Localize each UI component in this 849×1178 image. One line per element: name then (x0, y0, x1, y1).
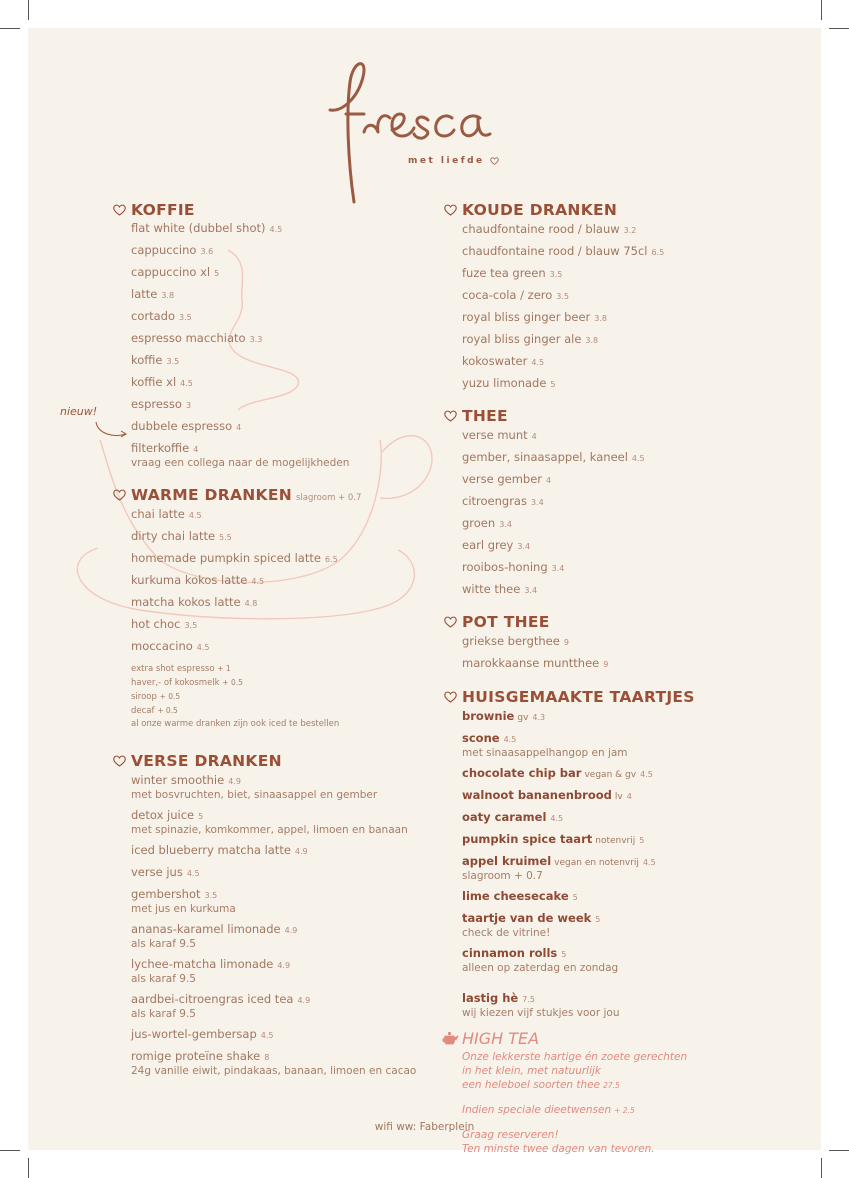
logo-tagline (408, 156, 499, 166)
item-price: 3.5 (184, 621, 198, 630)
menu-item (462, 731, 802, 760)
item-name: earl grey (462, 538, 514, 552)
menu-item (462, 266, 802, 282)
item-name: matcha kokos latte (131, 595, 241, 609)
item-description: met bosvruchten, biet, sinaasappel en gember (131, 789, 378, 801)
item-price: 4.5 (180, 379, 193, 388)
item-name: witte thee (462, 582, 521, 596)
teapot-icon (441, 1032, 459, 1046)
item-price: 4.5 (196, 643, 210, 652)
item-price: 3.5 (556, 292, 570, 301)
item-list (462, 709, 802, 1020)
item-price: 4.5 (503, 735, 517, 744)
item-name: lastig hè (462, 991, 519, 1005)
item-name: latte (131, 287, 158, 301)
item-price: 3.4 (499, 520, 512, 529)
item-price: 4.5 (269, 225, 283, 234)
item-price: 3.5 (178, 313, 192, 322)
item-price: 4 (626, 792, 632, 801)
item-name: chaudfontaine rood / blauw (462, 222, 620, 236)
notes-list (131, 662, 431, 731)
menu-item (131, 331, 431, 347)
menu-item (131, 922, 431, 951)
item-list (131, 773, 431, 1078)
item-description: slagroom + 0.7 (462, 870, 543, 882)
menu-item (462, 288, 802, 304)
high-tea-diet (462, 1103, 802, 1118)
menu-item (131, 221, 431, 237)
item-list (131, 221, 431, 470)
item-description: met sinaasappelhangop en jam (462, 747, 628, 759)
menu-item (131, 265, 431, 281)
item-price: 9 (603, 660, 609, 669)
menu-item (131, 773, 431, 802)
wifi-password: wifi ww: Faberplein (374, 1121, 475, 1133)
nieuw-label: nieuw! (60, 405, 98, 418)
item-price: 3.3 (249, 335, 263, 344)
note-item (131, 704, 431, 718)
item-name: flat white (dubbel shot) (131, 221, 266, 235)
item-price: 7.5 (522, 995, 535, 1004)
menu-item (131, 441, 431, 470)
item-price: 3.4 (517, 542, 531, 551)
item-price: 3.8 (161, 291, 175, 300)
heart-icon (444, 691, 457, 703)
item-description: vraag een collega naar de mogelijkheden (131, 457, 350, 469)
item-price: 3.4 (530, 498, 544, 507)
item-name: citroengras (462, 494, 527, 508)
item-price: 3.5 (204, 891, 218, 900)
high-tea-line (462, 1050, 802, 1064)
high-tea-reserve-note: Ten minste twee dagen van tevoren. (462, 1143, 655, 1155)
note-item (131, 690, 431, 704)
menu-item (462, 788, 802, 804)
item-name: scone (462, 731, 500, 745)
item-name: detox juice (131, 808, 195, 822)
section-title (131, 749, 431, 773)
item-name: rooibos-honing (462, 560, 548, 574)
section-title (462, 610, 802, 634)
item-name: verse munt (462, 428, 528, 442)
menu-item (462, 310, 802, 326)
note-text: extra shot espresso (131, 664, 215, 674)
high-tea-description (462, 1050, 802, 1093)
item-price: 9 (563, 638, 569, 647)
menu-item (131, 529, 431, 545)
item-price: 6.5 (651, 248, 665, 257)
section-title (462, 198, 802, 222)
item-price: 5 (214, 269, 220, 278)
high-tea-diet-price: + 2.5 (614, 1106, 635, 1115)
menu-item (462, 472, 802, 488)
item-price: 3.5 (166, 357, 180, 366)
item-name: dirty chai latte (131, 529, 216, 543)
menu-item (462, 810, 802, 826)
item-name: aardbei-citroengras iced tea (131, 992, 294, 1006)
item-price: 4.5 (186, 869, 200, 878)
item-price: 5 (561, 950, 567, 959)
fresca-logo (318, 52, 533, 212)
item-list (462, 634, 802, 672)
item-description: als karaf 9.5 (131, 1008, 196, 1020)
item-price: 4 (236, 423, 242, 432)
high-tea-reserve: Graag reserveren! (462, 1129, 559, 1141)
item-price: 4.9 (294, 847, 308, 856)
item-name: gembershot (131, 887, 201, 901)
item-name: espresso macchiato (131, 331, 246, 345)
high-tea-line (462, 1064, 802, 1078)
heart-icon (444, 616, 457, 628)
section-title (462, 1028, 802, 1050)
note-price: + 1 (217, 664, 231, 673)
item-name: koffie (131, 353, 163, 367)
section-title (462, 685, 802, 709)
high-tea-line (462, 1078, 802, 1093)
item-name: verse jus (131, 865, 183, 879)
menu-item (131, 573, 431, 589)
logo-tagline-text: met liefde (408, 156, 485, 166)
menu-item (462, 494, 802, 510)
item-tag: vegan & gv (584, 770, 637, 780)
item-description: wij kiezen vijf stukjes voor jou (462, 1007, 620, 1019)
item-name: kokoswater (462, 354, 528, 368)
section-title (131, 198, 431, 222)
item-name: iced blueberry matcha latte (131, 843, 291, 857)
menu-item (462, 332, 802, 348)
item-price: 5 (595, 915, 601, 924)
section-warme-dranken (131, 483, 431, 731)
high-tea-line-text: in het klein, met natuurlijk (462, 1065, 601, 1077)
curved-arrow-icon (94, 420, 130, 440)
section-title-text: HIGH TEA (462, 1029, 540, 1048)
item-name: yuzu limonade (462, 376, 547, 390)
item-price: 4.9 (284, 926, 298, 935)
item-price: 4.5 (188, 511, 202, 520)
item-description: met spinazie, komkommer, appel, limoen en banaan (131, 824, 408, 836)
item-tag: gv (517, 713, 529, 723)
item-name: jus-wortel-gembersap (131, 1027, 257, 1041)
item-name: cappuccino (131, 243, 197, 257)
item-description: alleen op zaterdag en zondag (462, 962, 619, 974)
item-name: homemade pumpkin spiced latte (131, 551, 321, 565)
item-tag: vegan en notenvrij (554, 858, 639, 868)
item-name: brownie (462, 709, 515, 723)
menu-item (462, 222, 802, 238)
item-price: 3.5 (549, 270, 563, 279)
item-price: 3.8 (594, 314, 607, 323)
menu-item (462, 538, 802, 554)
heart-icon (113, 204, 126, 216)
menu-item (131, 375, 431, 391)
menu-item (462, 428, 802, 444)
item-name: romige proteïne shake (131, 1049, 261, 1063)
menu-item (462, 634, 802, 650)
item-list (131, 507, 431, 655)
high-tea-line-text: Onze lekkerste hartige én zoete gerechten (462, 1051, 688, 1063)
item-price: 3.8 (585, 336, 599, 345)
item-name: lychee-matcha limonade (131, 957, 274, 971)
section-title-suffix: slagroom + 0.7 (295, 493, 362, 503)
section-high-tea (462, 1028, 802, 1156)
item-price: 6.5 (324, 555, 338, 564)
item-name: chai latte (131, 507, 185, 521)
item-price: 4 (531, 432, 537, 441)
item-name: taartje van de week (462, 911, 592, 925)
item-price: 4.5 (631, 454, 645, 463)
menu-item (462, 582, 802, 598)
menu-item (462, 766, 802, 782)
menu-item (462, 354, 802, 370)
item-tag: notenvrij (595, 836, 636, 846)
heart-icon (444, 204, 457, 216)
item-name: lime cheesecake (462, 889, 569, 903)
item-name: groen (462, 516, 496, 530)
section-title-text: POT THEE (462, 613, 550, 631)
menu-item (462, 854, 802, 883)
item-price: 5 (550, 380, 556, 389)
item-name: fuze tea green (462, 266, 546, 280)
menu-item (131, 419, 431, 435)
note-item (131, 662, 431, 676)
section-title-text: VERSE DRANKEN (131, 752, 282, 770)
menu-item (131, 551, 431, 567)
section-title (462, 404, 802, 428)
menu-item (462, 560, 802, 576)
menu-item (462, 709, 802, 725)
menu-item (462, 889, 802, 905)
item-name: cappuccino xl (131, 265, 211, 279)
note-text: decaf (131, 706, 155, 716)
item-description: met jus en kurkuma (131, 903, 236, 915)
note-text: siroop (131, 692, 157, 702)
item-name: marokkaanse muntthee (462, 656, 600, 670)
heart-icon (444, 410, 457, 422)
note-price: + 0.5 (222, 678, 243, 687)
heart-icon (113, 489, 126, 501)
heart-icon (113, 755, 126, 767)
menu-item (131, 353, 431, 369)
high-tea-diet-text: Indien speciale dieetwensen (462, 1104, 612, 1116)
menu-item (462, 991, 802, 1020)
item-price: 4.9 (297, 996, 311, 1005)
item-price: 8 (264, 1053, 270, 1062)
item-name: royal bliss ginger ale (462, 332, 582, 346)
menu-item (131, 1027, 431, 1043)
menu-item (131, 287, 431, 303)
section-huisgemaakte-taartjes (462, 685, 802, 1020)
item-price: 3.2 (623, 226, 637, 235)
item-description: als karaf 9.5 (131, 973, 196, 985)
menu-item (462, 516, 802, 532)
item-price: 4.3 (532, 713, 546, 722)
menu-item (462, 946, 802, 975)
section-title-text: THEE (462, 407, 508, 425)
item-price: 4.5 (640, 770, 653, 779)
note-text: haver,- of kokosmelk (131, 678, 220, 688)
note-item (131, 676, 431, 690)
item-price: 5 (639, 836, 645, 845)
item-price: 4 (546, 476, 552, 485)
item-name: griekse bergthee (462, 634, 560, 648)
item-name: cinnamon rolls (462, 946, 558, 960)
note-price: + 0.5 (157, 706, 178, 715)
item-name: appel kruimel (462, 854, 552, 868)
note-text: al onze warme dranken zijn ook iced te bestellen (131, 719, 340, 729)
section-pot-thee (462, 610, 802, 672)
section-thee (462, 404, 802, 598)
high-tea-price: 27.5 (603, 1081, 620, 1090)
menu-item (131, 843, 431, 859)
menu-item (131, 243, 431, 259)
menu-item (462, 450, 802, 466)
item-price: 5.5 (219, 533, 232, 542)
item-name: dubbele espresso (131, 419, 233, 433)
section-verse-dranken (131, 749, 431, 1078)
menu-item (462, 832, 802, 848)
section-title (131, 483, 431, 507)
menu-item (131, 507, 431, 523)
section-title-text: KOFFIE (131, 201, 195, 219)
menu-item (131, 309, 431, 325)
item-price: 3.4 (551, 564, 565, 573)
item-price: 4.5 (251, 577, 265, 586)
item-description: als karaf 9.5 (131, 938, 196, 950)
item-name: winter smoothie (131, 773, 225, 787)
note-item (131, 718, 431, 731)
item-list (462, 428, 802, 598)
item-price: 3 (185, 401, 192, 410)
item-name: coca-cola / zero (462, 288, 553, 302)
left-column (131, 198, 431, 1078)
item-name: cortado (131, 309, 175, 323)
item-name: chaudfontaine rood / blauw 75cl (462, 244, 648, 258)
section-title-text: WARME DRANKEN (131, 486, 292, 504)
menu-item (131, 617, 431, 633)
item-name: chocolate chip bar (462, 766, 582, 780)
item-tag: lv (614, 792, 623, 802)
item-name: kurkuma kokos latte (131, 573, 248, 587)
menu-item (131, 808, 431, 837)
menu-item (131, 957, 431, 986)
item-description: check de vitrine! (462, 927, 551, 939)
item-price: 4.5 (531, 358, 545, 367)
item-name: oaty caramel (462, 810, 547, 824)
note-price: + 0.5 (159, 692, 181, 701)
item-price: 3.6 (200, 247, 214, 256)
item-price: 5 (198, 812, 204, 821)
menu-item (462, 911, 802, 940)
menu-item (131, 887, 431, 916)
menu-item (462, 244, 802, 260)
item-price: 4 (193, 445, 199, 454)
item-price: 5 (572, 893, 578, 902)
item-name: royal bliss ginger beer (462, 310, 591, 324)
item-price: 4.5 (550, 814, 564, 823)
item-name: verse gember (462, 472, 543, 486)
item-price: 4.5 (642, 858, 656, 867)
item-price: 3.4 (524, 586, 538, 595)
item-name: hot choc (131, 617, 181, 631)
item-price: 4.9 (228, 777, 241, 786)
item-name: moccacino (131, 639, 193, 653)
item-name: filterkoffie (131, 441, 190, 455)
item-description: 24g vanille eiwit, pindakaas, banaan, limoen en cacao (131, 1065, 417, 1077)
item-name: gember, sinaasappel, kaneel (462, 450, 628, 464)
menu-item (131, 865, 431, 881)
high-tea-line-text: een heleboel soorten thee (462, 1079, 601, 1091)
item-name: espresso (131, 397, 182, 411)
menu-item (462, 656, 802, 672)
item-price: 4.5 (260, 1031, 274, 1040)
menu-item (131, 1049, 431, 1078)
item-price: 4.9 (277, 961, 291, 970)
section-title-text: HUISGEMAAKTE TAARTJES (462, 688, 695, 706)
section-title-text: KOUDE DRANKEN (462, 201, 618, 219)
item-name: koffie xl (131, 375, 177, 389)
section-koffie (131, 198, 431, 470)
menu-item (131, 639, 431, 655)
menu-item (131, 595, 431, 611)
heart-icon (490, 157, 499, 165)
item-list (462, 222, 802, 392)
menu-item (131, 992, 431, 1021)
item-name: pumpkin spice taart (462, 832, 593, 846)
right-column (462, 198, 802, 1156)
item-name: walnoot bananenbrood (462, 788, 612, 802)
menu-item (131, 397, 431, 413)
section-koude-dranken (462, 198, 802, 392)
item-price: 4.8 (244, 599, 258, 608)
item-name: ananas-karamel limonade (131, 922, 281, 936)
menu-item (462, 376, 802, 392)
